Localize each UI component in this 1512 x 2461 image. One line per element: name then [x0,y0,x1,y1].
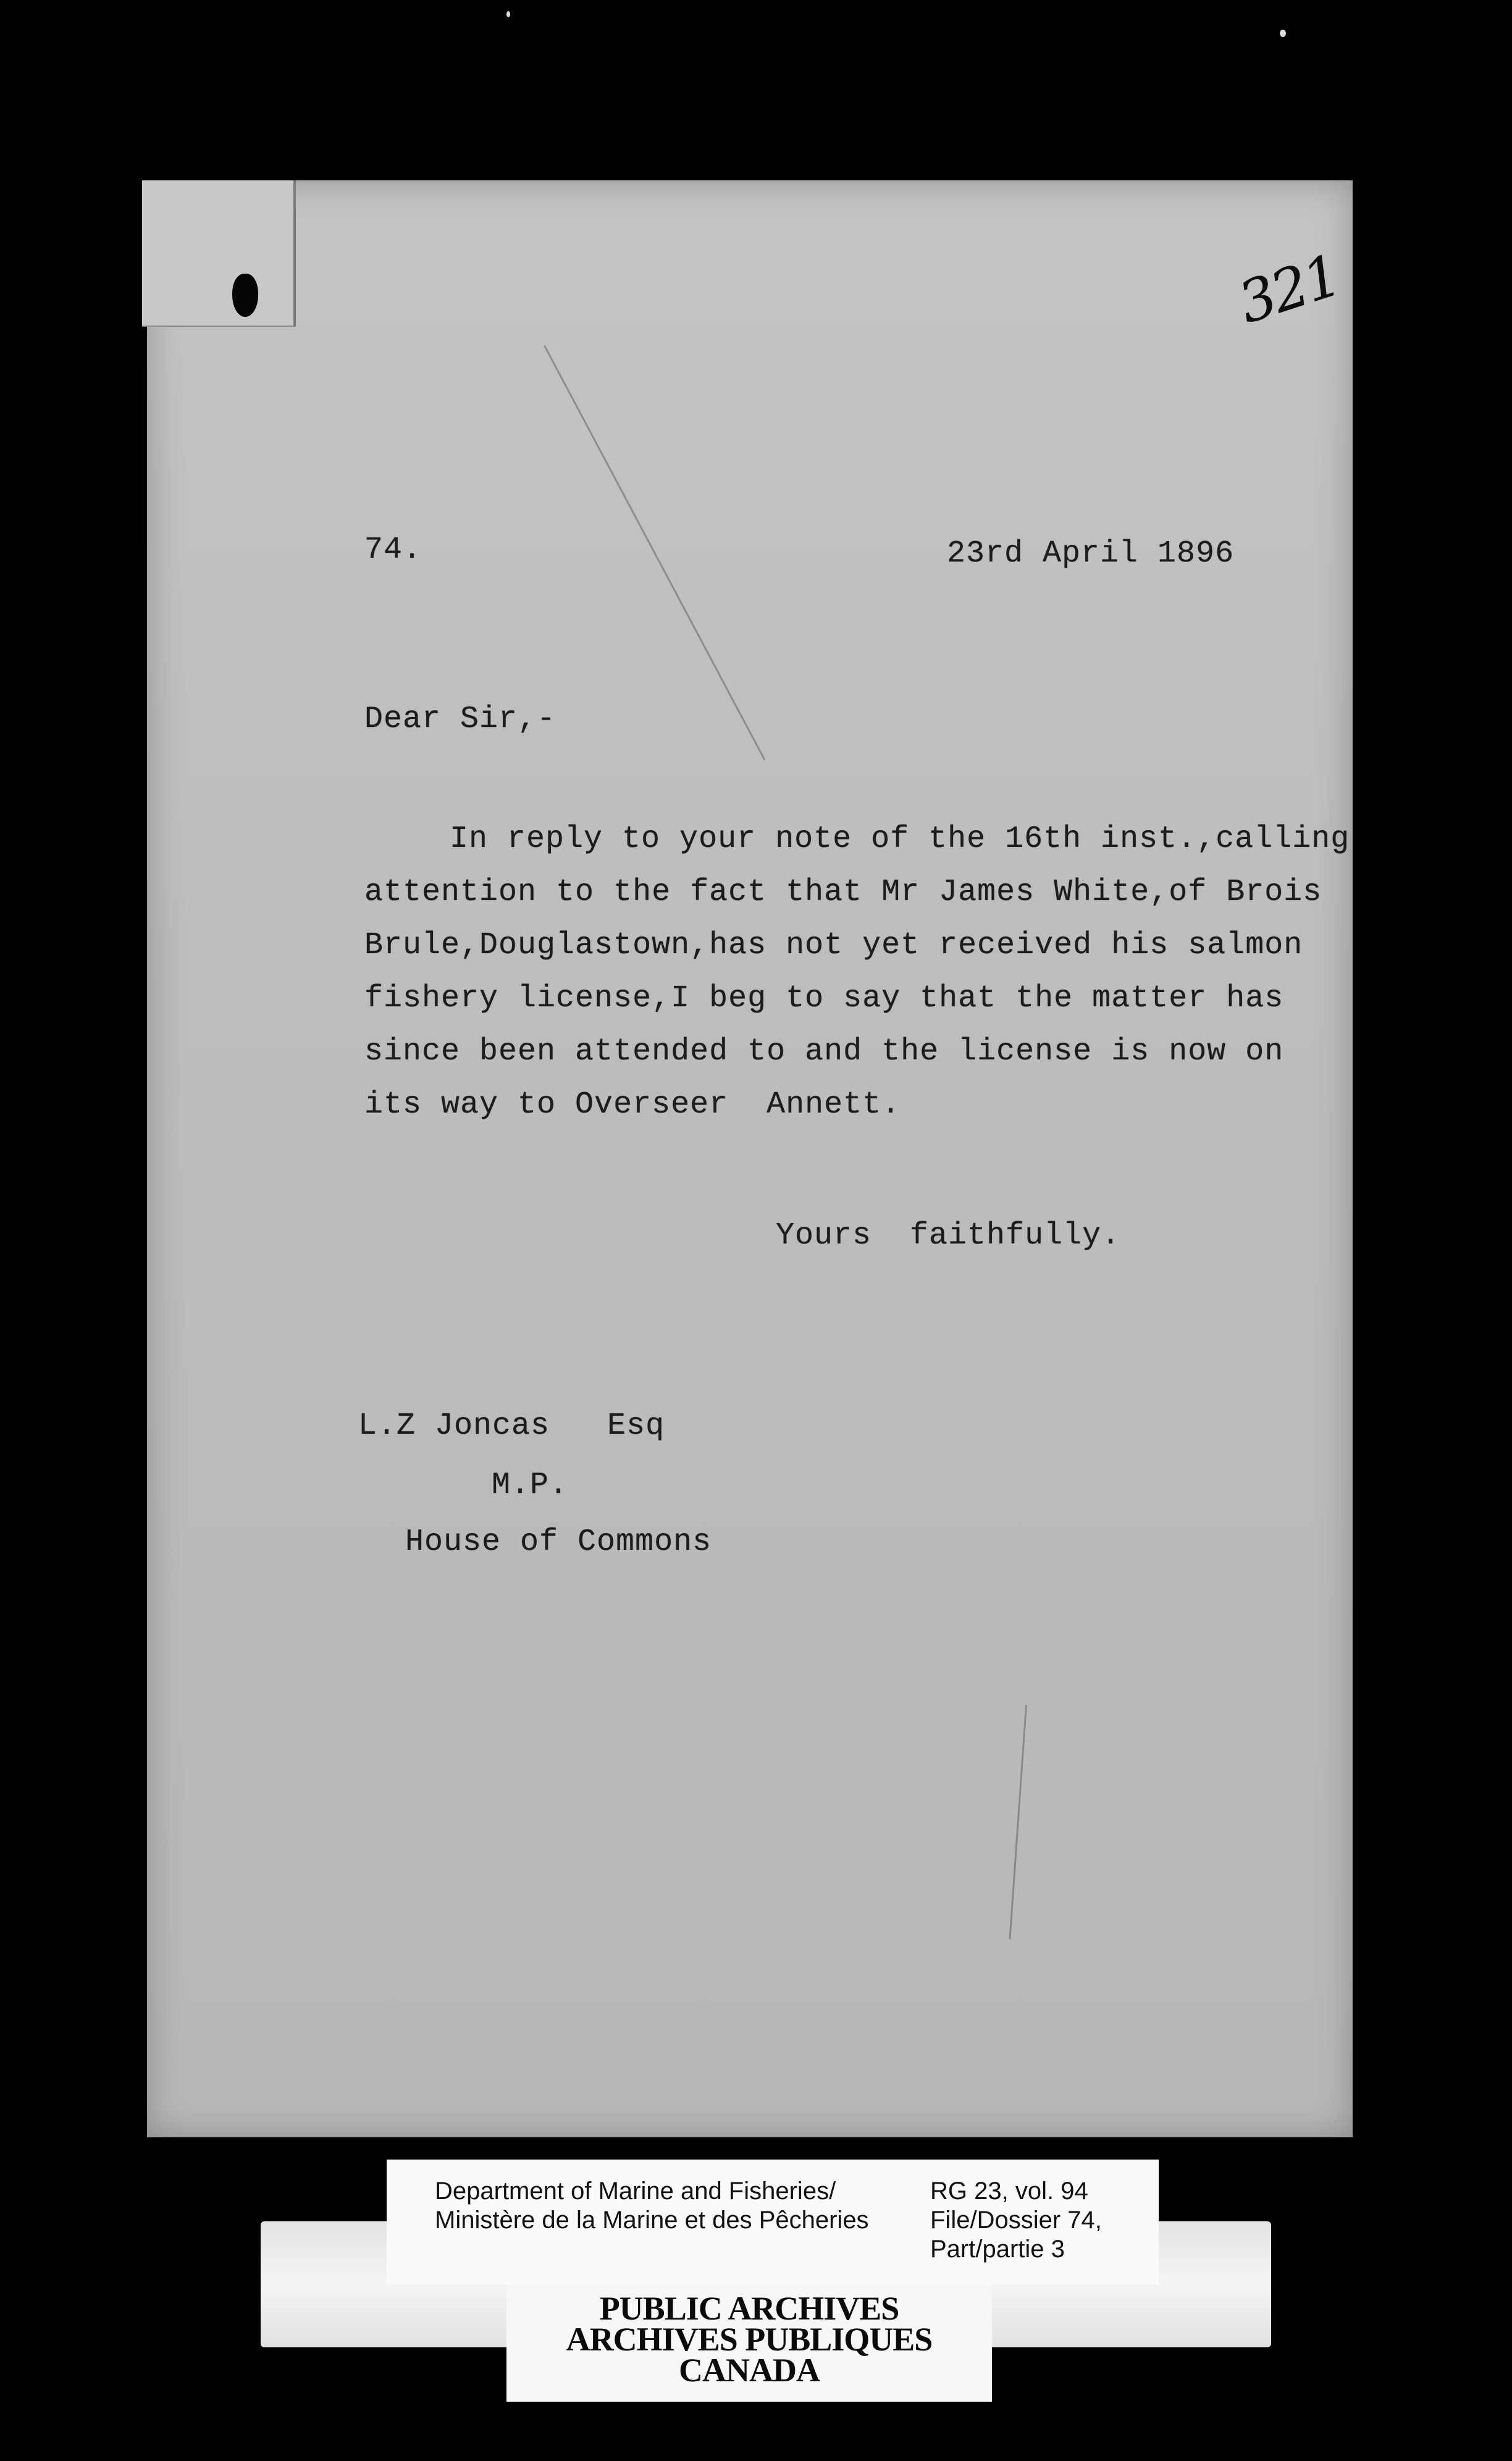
letter-sheet [147,180,1353,2137]
addressee-name: L.Z Joncas Esq [358,1408,665,1444]
letter-number: 74. [364,532,422,568]
archive-reference: RG 23, vol. 94 File/Dossier 74, Part/partie 3 [930,2177,1102,2263]
film-speck [506,11,510,17]
archive-stamp [506,2290,992,2389]
sheet-tab [142,180,296,327]
salutation: Dear Sir,- [364,702,556,737]
punch-hole [232,274,258,317]
body-line: attention to the fact that Mr James White,of Brois [364,875,1322,910]
body-line: In reply to your note of the 16th inst.,calling [450,822,1350,857]
body-line: fishery license,I beg to say that the matter has [364,981,1284,1016]
letter-date: 23rd April 1896 [947,536,1235,571]
body-line: since been attended to and the license is now on [364,1034,1284,1069]
body-line: its way to Overseer Annett. [364,1087,901,1122]
archive-department: Department of Marine and Fisheries/ Ministère de la Marine et des Pêcheries [435,2177,869,2234]
addressee-title: M.P. [492,1468,569,1503]
closing: Yours faithfully. [776,1218,1121,1253]
folio-number: 321 [1230,242,1348,337]
body-line: Brule,Douglastown,has not yet received his salmon [364,928,1303,963]
archive-stamp-line: ARCHIVES PUBLIQUES [566,2321,933,2358]
archive-stamp-line: PUBLIC ARCHIVES [599,2290,899,2327]
archive-stamp-line: CANADA [679,2352,820,2389]
addressee-place: House of Commons [405,1525,712,1560]
film-speck [1280,30,1286,37]
